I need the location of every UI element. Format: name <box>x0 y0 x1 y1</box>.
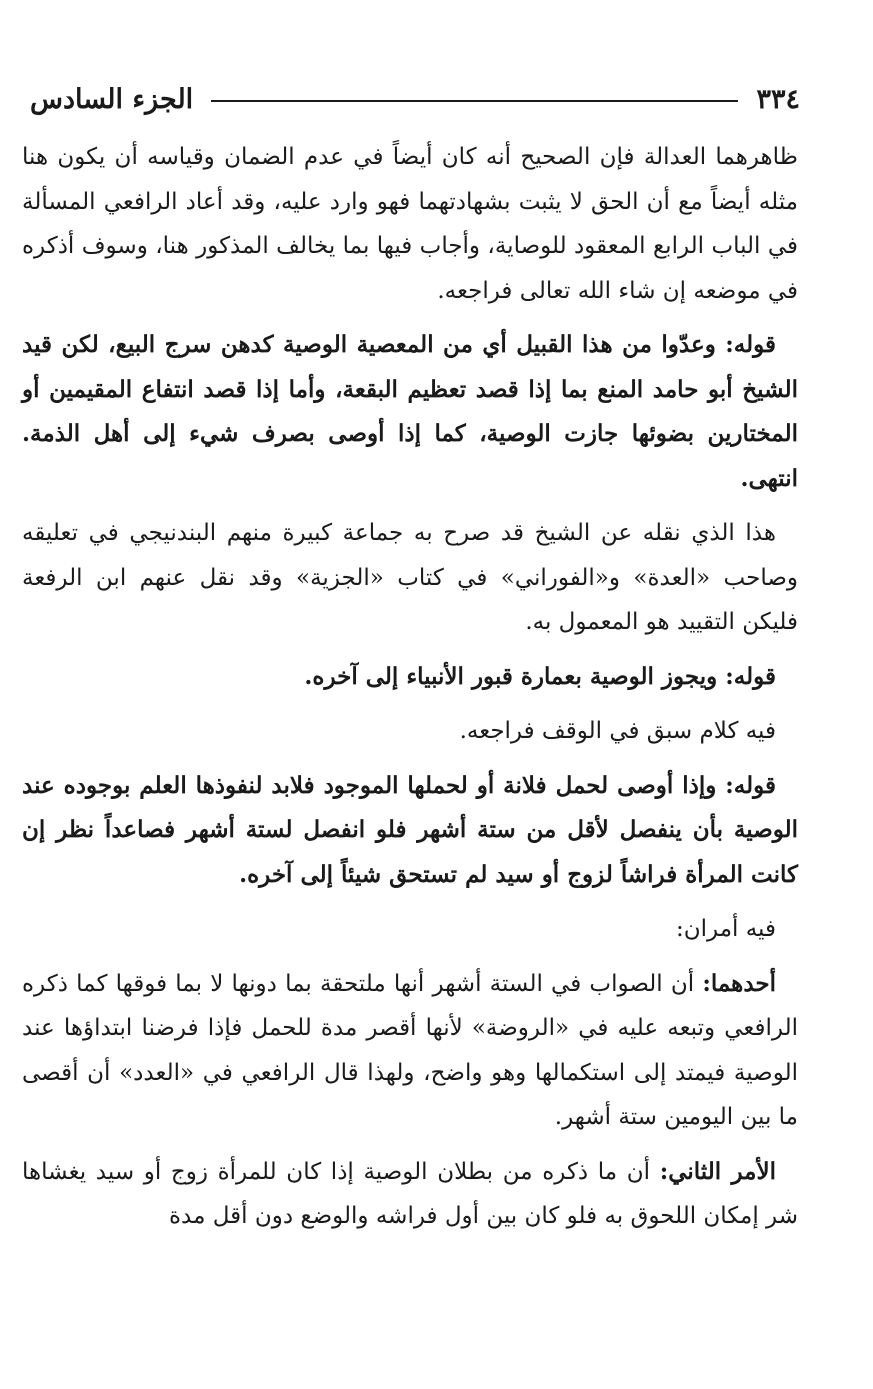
commentary-paragraph <box>22 907 798 952</box>
paragraph-lead: أحدهما: <box>702 969 776 997</box>
commentary-paragraph <box>22 709 798 754</box>
page-header <box>30 78 800 120</box>
paragraph-text: قوله: وإذا أوصى لحمل فلانة أو لحملها الموجود فلابد لنفوذها العلم بوجوده عند الوصية بأن ينفصل لأقل من ستة أشهر فلو انفصل لستة أشهر فصاعداً نظر إن كانت المرأة فراشاً لزوج أو سيد لم تستحق شيئاً إلى آخره. <box>22 771 798 888</box>
paragraph-text: فيه أمران: <box>675 916 776 942</box>
paragraph-text: ظاهرهما العدالة فإن الصحيح أنه كان أيضاً في عدم الضمان وقياسه أن يكون هنا مثله أيضاً مع أن الحق لا يثبت بشهادتهما فهو وارد عليه، وقد أعاد الرافعي المسألة في الباب الرابع المعقود للوصاية، وأجاب فيها بما يخالف المذكور هنا، وسوف أذكره في موضعه إن شاء الله تعالى فراجعه. <box>22 144 798 304</box>
commentary-paragraph <box>22 511 798 645</box>
header-rule <box>211 100 738 102</box>
paragraph-text: فيه كلام سبق في الوقف فراجعه. <box>459 718 776 744</box>
paragraph-continuation <box>22 135 798 313</box>
paragraph-text: أن ما ذكره من بطلان الوصية إذا كان للمرأة زوج أو سيد يغشاها شر إمكان اللحوق به فلو كان بين أول فراشه والوضع دون أقل مدة <box>22 1158 798 1229</box>
running-title: الجزء السادس <box>30 83 194 115</box>
paragraph-lead: الأمر الثاني: <box>659 1157 776 1185</box>
quote-paragraph <box>22 764 798 898</box>
page-body <box>22 135 798 1249</box>
paragraph-text: أن الصواب في الستة أشهر أنها ملتحقة بما دونها لا بما فوقها كما ذكره الرافعي وتبعه عليه في «الروضة» لأنها أقصر مدة للحمل فإذا فرضنا ابتداؤها عند الوصية فيمتد إلى استكمالها وهو واضح، ولهذا قال الرافعي في «العدد» أن أقصى ما بين اليومين ستة أشهر. <box>22 970 798 1130</box>
paragraph-text: هذا الذي نقله عن الشيخ قد صرح به جماعة كبيرة منهم البندنيجي في تعليقه وصاحب «العدة» و«الفوراني» في كتاب «الجزية» وقد نقل عنهم ابن الرفعة فليكن التقييد هو المعمول به. <box>22 520 798 635</box>
quote-paragraph <box>22 323 798 501</box>
paragraph-text: قوله: وعدّوا من هذا القبيل أي من المعصية الوصية كدهن سرج البيع، لكن قيد الشيخ أبو حامد المنع بما إذا قصد تعظيم البقعة، وأما إذا قصد انتفاع المقيمين أو المختارين بضوئها جازت الوصية، كما إذا أوصى بصرف شيء إلى أهل الذمة. انتهى. <box>22 331 798 492</box>
page-number: ٣٣٤ <box>756 83 800 115</box>
paragraph-text: قوله: ويجوز الوصية بعمارة قبور الأنبياء إلى آخره. <box>304 662 776 690</box>
commentary-paragraph <box>22 1150 798 1239</box>
quote-paragraph <box>22 655 798 700</box>
commentary-paragraph <box>22 962 798 1140</box>
